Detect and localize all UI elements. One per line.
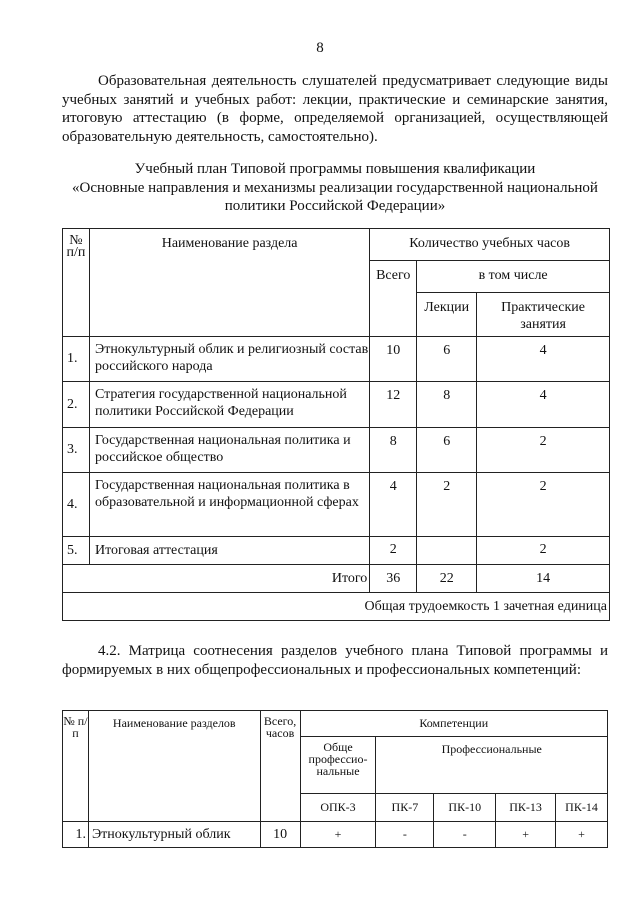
- row-total: 2: [370, 537, 417, 565]
- plan-title: [62, 160, 608, 216]
- row-practical: 2: [477, 428, 610, 473]
- row-total: 10: [370, 337, 417, 382]
- header-practical: Практические занятия: [477, 293, 610, 337]
- row-total: 4: [370, 473, 417, 537]
- header-including: в том числе: [417, 261, 610, 293]
- intro-paragraph: Образовательная деятельность слушателей предусматривает следующие виды учебных занятий и учебных работ: лекции, практические и семинарские занятия, итоговую аттестацию (в форме, определяемой организацией, осуществляющей образовательную деятельность, самостоятельно).: [62, 73, 608, 145]
- row-practical: 2: [477, 473, 610, 537]
- row-num: 4.: [63, 473, 90, 537]
- matrix-row-hours: 10: [260, 822, 300, 848]
- header-total: Всего: [370, 261, 417, 337]
- matrix-mark: -: [376, 822, 434, 848]
- row-lectures: 2: [417, 473, 477, 537]
- matrix-header-general: Обще профессио- нальные: [300, 737, 376, 794]
- matrix-mark: -: [434, 822, 496, 848]
- matrix-paragraph: 4.2. Матрица соотнесения разделов учебного плана Типовой программы и формируемых в них общепрофессиональных и профессиональных компетенций:: [62, 643, 608, 678]
- table-row: [63, 822, 608, 848]
- row-lectures: 6: [417, 337, 477, 382]
- total-workload: Общая трудоемкость 1 зачетная единица: [63, 593, 610, 621]
- code-pk-10: ПК-10: [434, 794, 496, 822]
- header-num: № п/п: [63, 229, 90, 337]
- code-pk-13: ПК-13: [496, 794, 556, 822]
- code-pk-7: ПК-7: [376, 794, 434, 822]
- table-row: [63, 537, 610, 565]
- table-row: [63, 473, 610, 537]
- row-name: Этнокультурный облик и религиозный состав российского народа: [89, 337, 369, 382]
- page-number: 8: [316, 40, 324, 56]
- row-name: Государственная национальная политика и российское общество: [89, 428, 369, 473]
- row-name: Государственная национальная политика в образовательной и информационной сферах: [89, 473, 369, 537]
- row-num: 3.: [63, 428, 90, 473]
- matrix-header-hours: Всего, часов: [260, 711, 300, 822]
- row-total: 12: [370, 382, 417, 428]
- row-num: 2.: [63, 382, 90, 428]
- study-plan-table: [62, 228, 610, 621]
- code-opk-3: ОПК-3: [300, 794, 376, 822]
- header-hours: Количество учебных часов: [370, 229, 610, 261]
- total-label: Итого: [63, 565, 370, 593]
- matrix-header-name: Наименование разделов: [88, 711, 260, 822]
- row-lectures: 8: [417, 382, 477, 428]
- row-total: 8: [370, 428, 417, 473]
- row-lectures: 6: [417, 428, 477, 473]
- matrix-header-competencies: Компетенции: [300, 711, 607, 737]
- matrix-mark: +: [556, 822, 608, 848]
- matrix-row-name: Этнокультурный облик: [88, 822, 260, 848]
- total-row: [63, 565, 610, 593]
- footer-row: [63, 593, 610, 621]
- matrix-mark: +: [300, 822, 376, 848]
- plan-title-line-3: политики Российской Федерации»: [224, 198, 446, 214]
- total-hours: 36: [370, 565, 417, 593]
- row-num: 1.: [63, 337, 90, 382]
- table-row: [63, 337, 610, 382]
- matrix-row-num: 1.: [63, 822, 89, 848]
- matrix-mark: +: [496, 822, 556, 848]
- code-pk-14: ПК-14: [556, 794, 608, 822]
- total-practical: 14: [477, 565, 610, 593]
- table-row: [63, 428, 610, 473]
- row-practical: 4: [477, 337, 610, 382]
- matrix-header-professional: Профессиональные: [376, 737, 608, 794]
- plan-title-line-1: Учебный план Типовой программы повышения квалификации: [134, 161, 536, 177]
- row-name: Итоговая аттестация: [89, 537, 369, 565]
- row-practical: 4: [477, 382, 610, 428]
- plan-title-line-2: «Основные направления и механизмы реализации государственной национальной: [72, 179, 598, 196]
- matrix-header-num: № п/п: [63, 711, 89, 822]
- row-practical: 2: [477, 537, 610, 565]
- row-lectures: [417, 537, 477, 565]
- table-row: [63, 382, 610, 428]
- header-section-name: Наименование раздела: [89, 229, 369, 337]
- row-name: Стратегия государственной национальной политики Российской Федерации: [89, 382, 369, 428]
- header-lectures: Лекции: [417, 293, 477, 337]
- total-lectures: 22: [417, 565, 477, 593]
- competency-matrix-table: [62, 710, 608, 848]
- row-num: 5.: [63, 537, 90, 565]
